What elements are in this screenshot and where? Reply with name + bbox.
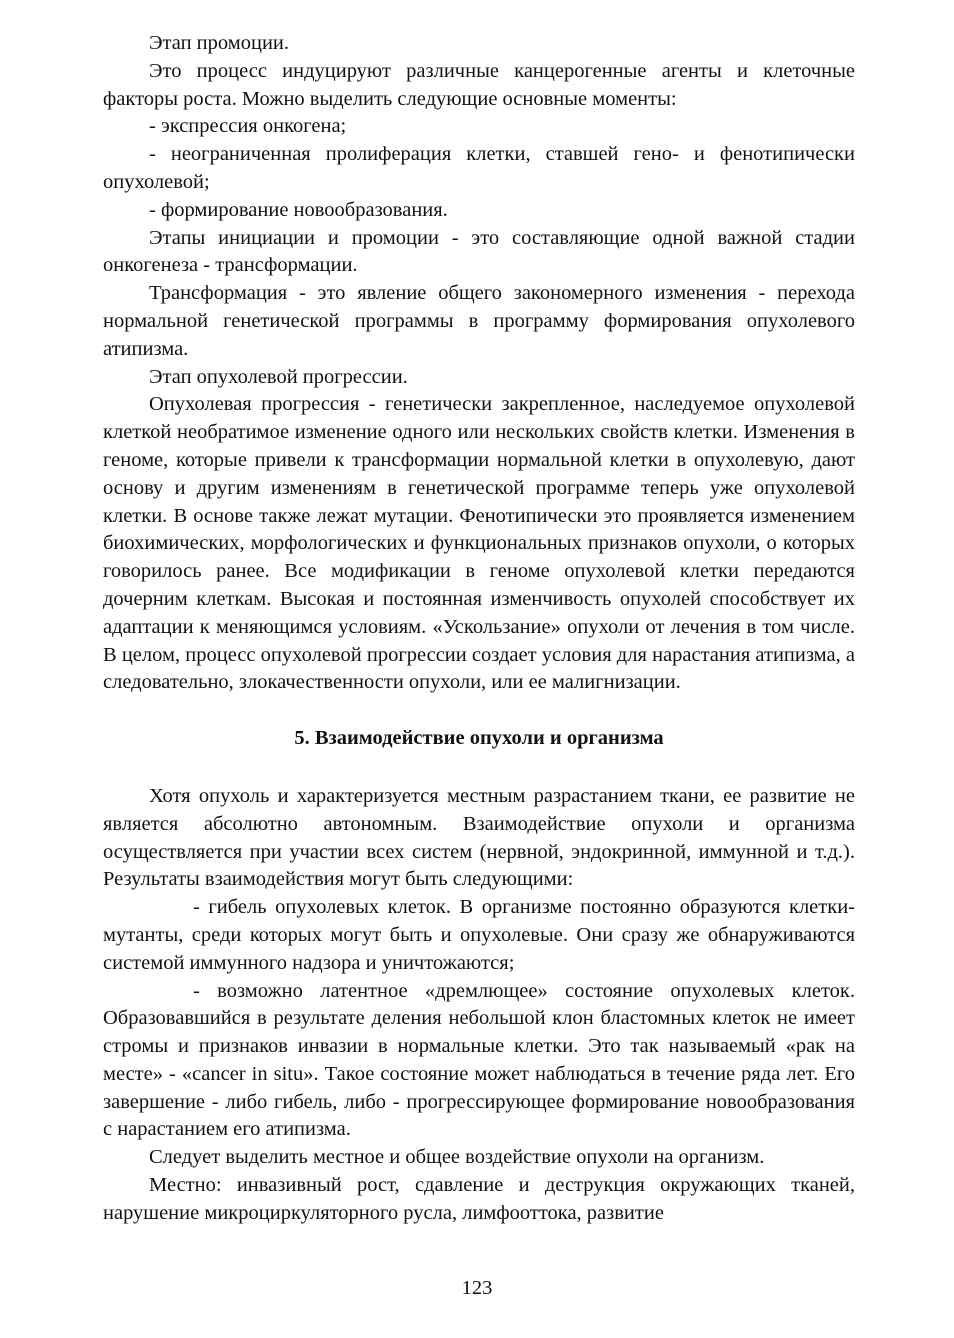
list-item-neoplasm: - формирование новообразования.: [149, 198, 448, 221]
section-heading: 5. Взаимодействие опухоли и организма: [294, 727, 664, 750]
paragraph-progression-body: Опухолевая прогрессия - генетически закрепленное, наследуемое опухолевой клеткой необратимое изменение одного или нескольких свойств клетки. Изменения в геноме, которые привели к трансформации нормальной клетки в опухолевую, дают основу и другим изменениям в генетической программе теперь уже опухолевой клетки. В основе также лежат мутации. Фенотипически это проявляется изменением биохимических, морфологических и функциональных признаков опухоли, о которых говорилось ранее. Все модификации в геноме опухолевой клетки передаются дочерним клеткам. Высокая и постоянная изменчивость опухолей способствует их адаптации к меняющимся условиям. «Ускользание» опухоли от лечения в том числе. В целом, процесс опухолевой прогрессии создает условия для нарастания атипизма, а следовательно, злокачественности опухоли, или ее малигнизации.: [103, 393, 855, 694]
paragraph-local-effects: Местно: инвазивный рост, сдавление и деструкция окружающих тканей, нарушение микроциркуляторного русла, лимфооттока, развитие: [103, 1174, 855, 1224]
document-page: [103, 30, 855, 1228]
paragraph-promotion-intro: Это процесс индуцируют различные канцерогенные агенты и клеточные факторы роста. Можно выделить следующие основные моменты:: [103, 59, 855, 110]
list-item-latent-state: - возможно латентное «дремлющее» состояние опухолевых клеток. Образовавшийся в результате деления небольшой клон бластомных клеток не имеет стромы и признаков инвазии в нормальные клетки. Это так называемый «рак на месте» - «cancer in situ». Такое состояние может наблюдаться в течение ряда лет. Его завершение - либо гибель, либо - прогрессирующее формирование новообразования с нарастанием его атипизма.: [103, 979, 855, 1141]
list-item-cell-death: - гибель опухолевых клеток. В организме постоянно образуются клетки-мутанты, среди которых могут быть и опухолевые. Они сразу же обнаруживаются системой иммунного надзора и уничтожаются;: [103, 896, 855, 974]
list-item-proliferation: - неограниченная пролиферация клетки, ставшей гено- и фенотипически опухолевой;: [103, 143, 855, 193]
list-item-oncogene: - экспрессия онкогена;: [149, 115, 347, 138]
paragraph-promotion-title: Этап промоции.: [149, 32, 290, 54]
paragraph-transformation-stage: Этапы инициации и промоции - это составляющие одной важной стадии онкогенеза - трансформации.: [103, 226, 855, 277]
paragraph-transformation-definition: Трансформация - это явление общего закономерного изменения - перехода нормальной генетической программы в программу формирования опухолевого атипизма.: [103, 282, 855, 360]
paragraph-local-general: Следует выделить местное и общее воздействие опухоли на организм.: [149, 1146, 765, 1169]
paragraph-progression-title: Этап опухолевой прогрессии.: [149, 365, 408, 388]
paragraph-interaction-intro: Хотя опухоль и характеризуется местным разрастанием ткани, ее развитие не является абсолютно автономным. Взаимодействие опухоли и организма осуществляется при участии всех систем (нервной, эндокринной, иммунной и т.д.). Результаты взаимодействия могут быть следующими:: [103, 784, 855, 891]
page-number: 123: [461, 1277, 493, 1299]
